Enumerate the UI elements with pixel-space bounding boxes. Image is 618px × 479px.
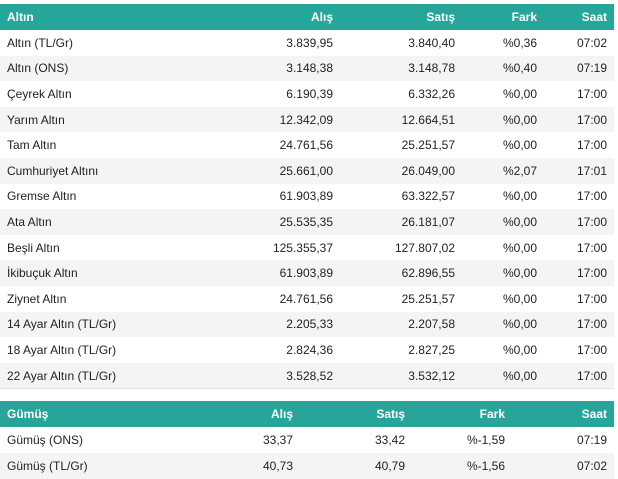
silver-header-change[interactable]: Fark [412,401,512,427]
gold-time-cell: 17:00 [544,286,614,312]
gold-name-cell[interactable]: 18 Ayar Altın (TL/Gr) [0,337,190,363]
gold-sell-cell: 2.207,58 [340,312,462,338]
gold-table-row [0,30,614,56]
silver-price-table [0,401,614,479]
gold-name-cell[interactable]: 22 Ayar Altın (TL/Gr) [0,363,190,389]
gold-table-row [0,260,614,286]
gold-time-cell: 07:02 [544,30,614,56]
gold-name-cell[interactable]: Ziynet Altın [0,286,190,312]
gold-change-cell: %0,00 [462,286,544,312]
gold-table-row [0,363,614,389]
gold-header-time[interactable]: Saat [544,4,614,30]
gold-buy-cell: 25.661,00 [190,158,340,184]
gold-name-cell[interactable]: Gremse Altın [0,184,190,210]
gold-buy-cell: 3.148,38 [190,56,340,82]
gold-sell-cell: 63.322,57 [340,184,462,210]
silver-buy-cell: 40,73 [190,453,300,479]
gold-name-cell[interactable]: Yarım Altın [0,107,190,133]
gold-buy-cell: 24.761,56 [190,286,340,312]
gold-table-row [0,56,614,82]
silver-change-cell: %-1,59 [412,427,512,453]
silver-header-name[interactable]: Gümüş [0,401,190,427]
gold-time-cell: 17:00 [544,363,614,389]
gold-time-cell: 17:00 [544,337,614,363]
gold-time-cell: 17:00 [544,81,614,107]
gold-name-cell[interactable]: 14 Ayar Altın (TL/Gr) [0,312,190,338]
gold-name-cell[interactable]: İkibuçuk Altın [0,260,190,286]
gold-time-cell: 17:00 [544,312,614,338]
silver-sell-cell: 33,42 [300,427,412,453]
gold-buy-cell: 3.528,52 [190,363,340,389]
gold-table-row [0,184,614,210]
gold-change-cell: %0,00 [462,363,544,389]
silver-time-cell: 07:02 [512,453,614,479]
gold-time-cell: 17:00 [544,132,614,158]
gold-buy-cell: 24.761,56 [190,132,340,158]
gold-name-cell[interactable]: Ata Altın [0,209,190,235]
gold-buy-cell: 2.205,33 [190,312,340,338]
gold-change-cell: %0,00 [462,260,544,286]
gold-sell-cell: 12.664,51 [340,107,462,133]
gold-table-header [0,4,614,30]
gold-table-row [0,158,614,184]
gold-sell-cell: 3.148,78 [340,56,462,82]
gold-time-cell: 17:01 [544,158,614,184]
gold-sell-cell: 3.532,12 [340,363,462,389]
gold-buy-cell: 3.839,95 [190,30,340,56]
silver-name-cell[interactable]: Gümüş (TL/Gr) [0,453,190,479]
gold-name-cell[interactable]: Çeyrek Altın [0,81,190,107]
gold-buy-cell: 6.190,39 [190,81,340,107]
silver-header-time[interactable]: Saat [512,401,614,427]
silver-sell-cell: 40,79 [300,453,412,479]
silver-header-sell[interactable]: Satış [300,401,412,427]
gold-time-cell: 07:19 [544,56,614,82]
gold-change-cell: %0,00 [462,312,544,338]
gold-table-row [0,107,614,133]
gold-sell-cell: 127.807,02 [340,235,462,261]
gold-name-cell[interactable]: Tam Altın [0,132,190,158]
gold-header-buy[interactable]: Alış [190,4,340,30]
gold-buy-cell: 125.355,37 [190,235,340,261]
gold-table-row [0,132,614,158]
silver-change-cell: %-1,56 [412,453,512,479]
gold-time-cell: 17:00 [544,107,614,133]
gold-header-change[interactable]: Fark [462,4,544,30]
gold-table-row [0,286,614,312]
gold-header-sell[interactable]: Satış [340,4,462,30]
silver-table-row [0,453,614,479]
gold-change-cell: %0,40 [462,56,544,82]
gold-name-cell[interactable]: Beşli Altın [0,235,190,261]
gold-buy-cell: 61.903,89 [190,184,340,210]
gold-buy-cell: 2.824,36 [190,337,340,363]
gold-time-cell: 17:00 [544,209,614,235]
gold-sell-cell: 62.896,55 [340,260,462,286]
gold-change-cell: %0,00 [462,184,544,210]
gold-time-cell: 17:00 [544,260,614,286]
gold-sell-cell: 2.827,25 [340,337,462,363]
gold-header-name[interactable]: Altın [0,4,190,30]
gold-name-cell[interactable]: Altın (TL/Gr) [0,30,190,56]
silver-table-header [0,401,614,427]
gold-change-cell: %0,00 [462,235,544,261]
silver-name-cell[interactable]: Gümüş (ONS) [0,427,190,453]
gold-change-cell: %0,00 [462,209,544,235]
gold-sell-cell: 26.181,07 [340,209,462,235]
gold-table-row [0,337,614,363]
gold-buy-cell: 25.535,35 [190,209,340,235]
silver-header-buy[interactable]: Alış [190,401,300,427]
gold-sell-cell: 25.251,57 [340,132,462,158]
gold-change-cell: %2,07 [462,158,544,184]
gold-change-cell: %0,36 [462,30,544,56]
gold-table-row [0,209,614,235]
gold-price-table [0,4,614,389]
gold-table-row [0,235,614,261]
silver-buy-cell: 33,37 [190,427,300,453]
gold-table-row [0,81,614,107]
gold-sell-cell: 3.840,40 [340,30,462,56]
gold-change-cell: %0,00 [462,337,544,363]
gold-name-cell[interactable]: Altın (ONS) [0,56,190,82]
gold-time-cell: 17:00 [544,235,614,261]
gold-buy-cell: 61.903,89 [190,260,340,286]
gold-sell-cell: 26.049,00 [340,158,462,184]
gold-time-cell: 17:00 [544,184,614,210]
gold-table-row [0,312,614,338]
gold-sell-cell: 25.251,57 [340,286,462,312]
gold-name-cell[interactable]: Cumhuriyet Altını [0,158,190,184]
gold-buy-cell: 12.342,09 [190,107,340,133]
gold-sell-cell: 6.332,26 [340,81,462,107]
gold-change-cell: %0,00 [462,81,544,107]
silver-table-row [0,427,614,453]
silver-time-cell: 07:19 [512,427,614,453]
gold-change-cell: %0,00 [462,107,544,133]
gold-change-cell: %0,00 [462,132,544,158]
